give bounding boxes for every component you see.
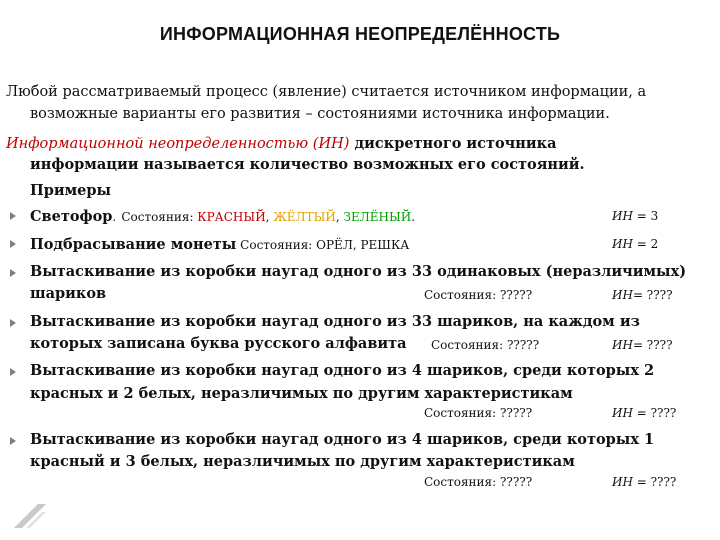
bullet-arrow-icon: [10, 269, 16, 277]
in-number: = ????: [632, 288, 673, 302]
in-number: = 3: [632, 209, 659, 223]
item-states: Состояния: ОРЁЛ, РЕШКА: [236, 238, 410, 252]
definition-line-2: информации называется количество возможных его состояний.: [30, 156, 585, 173]
in-number: = ????: [632, 406, 677, 420]
in-number: = 2: [632, 237, 659, 251]
state-red: КРАСНЫЙ: [197, 210, 266, 224]
corner-decoration-icon: [12, 500, 52, 530]
page-title: ИНФОРМАЦИОННАЯ НЕОПРЕДЕЛЁННОСТЬ: [159, 24, 561, 44]
in-value: [612, 288, 673, 302]
item-line-1: Вытаскивание из коробки наугад одного из 33 шариков, на каждом из: [30, 313, 640, 330]
end-dot: .: [411, 210, 416, 224]
in-label: ИН: [612, 406, 633, 420]
sep: ,: [335, 210, 344, 224]
in-value: [612, 237, 658, 251]
in-value: [612, 475, 676, 489]
item-line-2: красный и 3 белых, неразличимых по другим характеристикам: [30, 453, 575, 470]
definition-rest: дискретного источника: [349, 135, 557, 152]
definition-line-1: [6, 133, 557, 152]
item-line-1: Вытаскивание из коробки наугад одного из 33 одинаковых (неразличимых): [30, 263, 687, 280]
item-states: Состояния: ?????: [424, 406, 533, 420]
in-number: = ????: [632, 338, 673, 352]
definition-term: Информационной неопределенностью (ИН): [6, 136, 350, 152]
item-line-2: красных и 2 белых, неразличимых по другим характеристикам: [30, 385, 573, 402]
in-label: ИН: [612, 288, 633, 302]
in-label: ИН: [612, 209, 633, 223]
bullet-arrow-icon: [10, 319, 16, 327]
item-lead: Светофор: [30, 208, 113, 225]
item-line-1: Вытаскивание из коробки наугад одного из 4 шариков, среди которых 2: [30, 362, 655, 379]
states-label: Состояния:: [121, 210, 198, 224]
item-states: Состояния: ?????: [424, 475, 533, 489]
item-line-2: которых записана буква русского алфавита: [30, 335, 407, 352]
list-item: [30, 234, 409, 253]
intro-line-2: возможные варианты его развития – состояниями источника информации.: [30, 106, 610, 122]
item-lead: Подбрасывание монеты: [30, 236, 237, 253]
item-states: Состояния: ?????: [424, 288, 533, 302]
state-green: ЗЕЛЁНЫЙ: [343, 210, 412, 224]
item-states: Состояния: ?????: [431, 338, 540, 352]
item-line-1: Вытаскивание из коробки наугад одного из 4 шариков, среди которых 1: [30, 431, 655, 448]
list-item: [30, 206, 415, 225]
item-dot: .: [112, 210, 117, 224]
in-value: [612, 406, 676, 420]
in-label: ИН: [612, 237, 633, 251]
in-value: [612, 338, 673, 352]
bullet-arrow-icon: [10, 368, 16, 376]
state-yellow: ЖЁЛТЫЙ: [273, 210, 336, 224]
in-number: = ????: [632, 475, 677, 489]
in-label: ИН: [612, 475, 633, 489]
bullet-arrow-icon: [10, 437, 16, 445]
bullet-arrow-icon: [10, 240, 16, 248]
sep: ,: [265, 210, 274, 224]
intro-line-1: Любой рассматриваемый процесс (явление) считается источником информации, а: [6, 84, 647, 100]
examples-label: Примеры: [30, 182, 112, 199]
in-value: [612, 209, 658, 223]
in-label: ИН: [612, 338, 633, 352]
bullet-arrow-icon: [10, 212, 16, 220]
item-line-2: шариков: [30, 285, 107, 302]
